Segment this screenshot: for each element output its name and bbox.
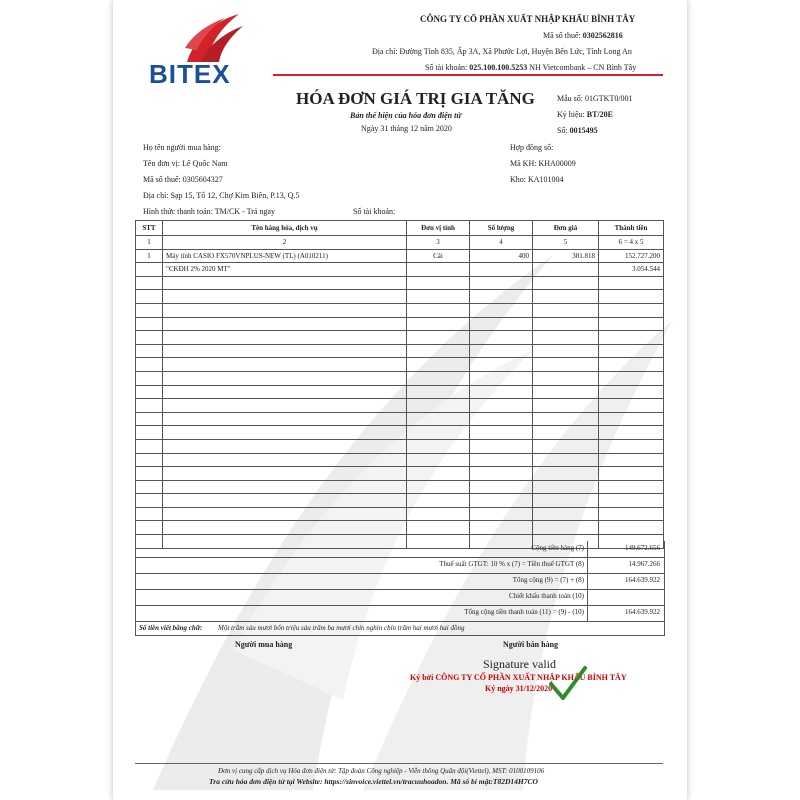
subtotal-row <box>135 541 665 558</box>
signed-date-text: Ký ngày 31/12/2020 <box>485 684 553 693</box>
empty-cell <box>470 507 533 521</box>
empty-cell <box>136 317 163 331</box>
empty-cell <box>163 507 407 521</box>
empty-cell <box>136 276 163 290</box>
empty-cell <box>533 467 599 481</box>
empty-cell <box>407 521 470 535</box>
empty-cell <box>136 290 163 304</box>
footer-lookup: Tra cứu hóa đơn điện tử tại Website: https://sinvoice.viettel.vn/tracuuhoadon. Mã số bí mật:T82D14H7CO <box>209 777 538 786</box>
empty-cell <box>470 290 533 304</box>
empty-cell <box>533 399 599 413</box>
empty-cell <box>470 453 533 467</box>
buyer-address-line: Địa chỉ: Sạp 15, Tổ 12, Chợ Kim Biên, P.13, Q.5 <box>143 191 300 200</box>
empty-cell <box>470 303 533 317</box>
invoice-symbol: BT/20E <box>586 110 614 119</box>
empty-cell <box>470 276 533 290</box>
table-row <box>136 249 664 263</box>
table-row-empty <box>136 371 664 385</box>
table-row-empty <box>136 276 664 290</box>
index-cell: 1 <box>136 236 163 250</box>
header-amount: Thành tiền <box>599 221 664 236</box>
header-item-name: Tên hàng hóa, dịch vụ <box>163 221 407 236</box>
buyer-payment-line: Hình thức thanh toán: TM/CK - Trả ngay <box>143 207 275 216</box>
empty-cell <box>533 344 599 358</box>
checkmark-icon <box>547 664 587 704</box>
company-tax-row <box>543 31 623 41</box>
empty-cell <box>163 276 407 290</box>
buyer-warehouse: Kho: KA101004 <box>510 175 564 184</box>
table-row-empty <box>136 426 664 440</box>
empty-cell <box>470 317 533 331</box>
empty-cell <box>470 371 533 385</box>
empty-cell <box>533 290 599 304</box>
cell-stt <box>136 263 163 277</box>
empty-cell <box>163 331 407 345</box>
empty-cell <box>533 303 599 317</box>
empty-cell <box>136 344 163 358</box>
discount-label: Chiết khấu thanh toán (10) <box>508 592 584 600</box>
company-tax-label: Mã số thuế: <box>543 31 581 40</box>
table-row-empty <box>136 521 664 535</box>
empty-cell <box>599 521 664 535</box>
table-row-empty <box>136 480 664 494</box>
index-cell: 4 <box>470 236 533 250</box>
invoice-form-no: 01GTKT0/001 <box>585 94 633 103</box>
empty-cell <box>407 331 470 345</box>
empty-cell <box>599 494 664 508</box>
empty-cell <box>533 426 599 440</box>
index-cell: 5 <box>533 236 599 250</box>
empty-cell <box>163 467 407 481</box>
empty-cell <box>599 467 664 481</box>
empty-cell <box>407 480 470 494</box>
empty-cell <box>470 480 533 494</box>
table-row-empty <box>136 412 664 426</box>
payable-row <box>135 605 665 622</box>
empty-cell <box>163 290 407 304</box>
empty-cell <box>533 480 599 494</box>
header-divider <box>273 74 663 76</box>
empty-cell <box>136 467 163 481</box>
empty-cell <box>163 303 407 317</box>
table-header-row <box>136 221 664 236</box>
invoice-form-label: Mẫu số: <box>557 94 583 103</box>
empty-cell <box>163 494 407 508</box>
table-row-empty <box>136 344 664 358</box>
total-row <box>135 573 665 590</box>
empty-cell <box>163 399 407 413</box>
footer-divider <box>135 763 663 764</box>
company-account-row <box>425 63 636 73</box>
empty-cell <box>599 358 664 372</box>
cell-item-name: "CKĐH 2% 2020 MT" <box>163 263 407 277</box>
empty-cell <box>533 453 599 467</box>
empty-cell <box>407 439 470 453</box>
empty-cell <box>136 426 163 440</box>
empty-cell <box>407 358 470 372</box>
table-row-empty <box>136 385 664 399</box>
empty-cell <box>533 358 599 372</box>
payable-label: Tổng cộng tiền thanh toán (11) = (9) - (10) <box>464 608 584 616</box>
empty-cell <box>163 385 407 399</box>
subtotal-label: Cộng tiền hàng (7) <box>531 544 584 552</box>
cell-quantity <box>470 263 533 277</box>
empty-cell <box>407 290 470 304</box>
empty-cell <box>136 412 163 426</box>
empty-cell <box>470 439 533 453</box>
total-value: 164.639.922 <box>625 576 660 584</box>
empty-cell <box>533 317 599 331</box>
index-cell: 6 = 4 x 5 <box>599 236 664 250</box>
empty-cell <box>136 331 163 345</box>
amount-in-words-row <box>135 621 665 636</box>
empty-cell <box>470 344 533 358</box>
header-unit: Đơn vị tính <box>407 221 470 236</box>
invoice-symbol-label: Ký hiệu: <box>557 110 585 119</box>
empty-cell <box>163 521 407 535</box>
empty-cell <box>533 371 599 385</box>
table-index-row <box>136 236 664 250</box>
empty-cell <box>470 426 533 440</box>
empty-cell <box>599 426 664 440</box>
empty-cell <box>470 412 533 426</box>
seller-signature-label: Người bán hàng <box>503 640 559 649</box>
cell-quantity: 400 <box>470 249 533 263</box>
subtotal-value: 149.672.656 <box>625 544 660 552</box>
invoice-symbol-row <box>557 110 613 120</box>
empty-cell <box>599 453 664 467</box>
empty-cell <box>163 371 407 385</box>
empty-cell <box>136 494 163 508</box>
invoice-date: Ngày 31 tháng 12 năm 2020 <box>361 124 452 133</box>
buyer-unit-line: Tên đơn vị: Lê Quốc Nam <box>143 159 228 168</box>
total-label: Tổng cộng (9) = (7) + (8) <box>512 576 584 584</box>
table-row-empty <box>136 507 664 521</box>
empty-cell <box>407 507 470 521</box>
invoice-page <box>113 0 687 800</box>
signed-by-text: Ký bởi CÔNG TY CỔ PHẦN XUẤT NHẬP KHẨU BÌNH TÂY <box>410 673 627 682</box>
empty-cell <box>533 439 599 453</box>
empty-cell <box>533 276 599 290</box>
empty-cell <box>163 453 407 467</box>
empty-cell <box>163 344 407 358</box>
empty-cell <box>599 385 664 399</box>
empty-cell <box>136 439 163 453</box>
discount-row <box>135 589 665 606</box>
company-name: CÔNG TY CỔ PHẦN XUẤT NHẬP KHẨU BÌNH TÂY <box>420 14 636 24</box>
empty-cell <box>599 439 664 453</box>
index-cell: 3 <box>407 236 470 250</box>
company-tax-code: 0302562816 <box>582 31 623 40</box>
empty-cell <box>470 399 533 413</box>
index-cell: 2 <box>163 236 407 250</box>
company-address: Địa chỉ: Đường Tỉnh 835, Ấp 3A, Xã Phước Lợi, Huyện Bến Lức, Tỉnh Long An <box>372 47 632 56</box>
empty-cell <box>163 358 407 372</box>
empty-cell <box>599 344 664 358</box>
empty-cell <box>163 426 407 440</box>
cell-amount: 152.727.200 <box>599 249 664 263</box>
empty-cell <box>163 317 407 331</box>
empty-cell <box>407 303 470 317</box>
table-row-empty <box>136 439 664 453</box>
empty-cell <box>136 453 163 467</box>
vat-value: 14.967.266 <box>628 560 660 568</box>
empty-cell <box>136 521 163 535</box>
company-logo-mark <box>181 12 247 64</box>
empty-cell <box>407 412 470 426</box>
company-logo-text: BITEX <box>149 59 231 89</box>
buyer-tax-line: Mã số thuế: 0305604327 <box>143 175 223 184</box>
signature-valid-text: Signature valid <box>483 657 556 671</box>
empty-cell <box>470 494 533 508</box>
empty-cell <box>533 385 599 399</box>
invoice-number-row <box>557 126 598 136</box>
header-quantity: Số lượng <box>470 221 533 236</box>
empty-cell <box>136 480 163 494</box>
table-row-empty <box>136 303 664 317</box>
empty-cell <box>599 412 664 426</box>
empty-cell <box>533 412 599 426</box>
buyer-customer-code: Mã KH: KHA00009 <box>510 159 576 168</box>
empty-cell <box>407 494 470 508</box>
table-row-empty <box>136 358 664 372</box>
empty-cell <box>407 385 470 399</box>
empty-cell <box>470 521 533 535</box>
header-stt: STT <box>136 221 163 236</box>
empty-cell <box>599 331 664 345</box>
empty-cell <box>599 317 664 331</box>
empty-cell <box>136 371 163 385</box>
invoice-form-row <box>557 94 633 104</box>
empty-cell <box>136 507 163 521</box>
empty-cell <box>599 371 664 385</box>
empty-cell <box>163 412 407 426</box>
in-words-label: Số tiền viết bằng chữ: <box>139 624 203 632</box>
invoice-number-label: Số: <box>557 126 568 135</box>
empty-cell <box>599 399 664 413</box>
buyer-contract-line: Hợp đồng số: <box>510 143 554 152</box>
empty-cell <box>533 521 599 535</box>
table-row-empty <box>136 494 664 508</box>
table-row-empty <box>136 331 664 345</box>
empty-cell <box>407 426 470 440</box>
empty-cell <box>407 399 470 413</box>
invoice-subtitle: Bản thể hiện của hóa đơn điện tử <box>350 111 462 120</box>
empty-cell <box>533 494 599 508</box>
empty-cell <box>407 317 470 331</box>
company-account-label: Số tài khoản: <box>425 63 468 72</box>
payable-value: 164.639.922 <box>625 608 660 616</box>
buyer-account-line: Số tài khoản: <box>353 207 396 216</box>
empty-cell <box>407 453 470 467</box>
header-unit-price: Đơn giá <box>533 221 599 236</box>
cell-unit: Cái <box>407 249 470 263</box>
table-row-empty <box>136 453 664 467</box>
table-row-empty <box>136 399 664 413</box>
table-row <box>136 263 664 277</box>
vat-row <box>135 557 665 574</box>
in-words-text: Một trăm sáu mươi bốn triệu sáu trăm ba mươi chín nghìn chín trăm hai mươi hai đồng <box>218 624 465 632</box>
invoice-title: HÓA ĐƠN GIÁ TRỊ GIA TĂNG <box>296 89 535 108</box>
empty-cell <box>599 290 664 304</box>
empty-cell <box>407 344 470 358</box>
cell-item-name: Máy tính CASIO FX570VNPLUS-NEW (TL) (A010211) <box>163 249 407 263</box>
empty-cell <box>470 331 533 345</box>
empty-cell <box>136 385 163 399</box>
empty-cell <box>136 358 163 372</box>
empty-cell <box>407 371 470 385</box>
company-account-no: 025.100.100.5253 <box>469 63 528 72</box>
empty-cell <box>136 399 163 413</box>
empty-cell <box>599 303 664 317</box>
table-row-empty <box>136 317 664 331</box>
items-table <box>135 220 664 549</box>
empty-cell <box>407 467 470 481</box>
empty-cell <box>407 276 470 290</box>
empty-cell <box>599 480 664 494</box>
empty-cell <box>599 276 664 290</box>
table-row-empty <box>136 290 664 304</box>
empty-cell <box>136 303 163 317</box>
footer-provider: Đơn vị cung cấp dịch vụ Hóa đơn điện tử: Tập đoàn Công nghiệp - Viễn thông Quân đội(Viettel), MST: 0100109106 <box>218 767 545 775</box>
empty-cell <box>533 507 599 521</box>
empty-cell <box>470 358 533 372</box>
empty-cell <box>163 480 407 494</box>
empty-cell <box>599 507 664 521</box>
invoice-number: 0015495 <box>569 126 598 135</box>
buyer-signature-label: Người mua hàng <box>235 640 293 649</box>
company-bank: NH Vietcombank – CN Bình Tây <box>529 63 637 72</box>
cell-unit-price: 381.818 <box>533 249 599 263</box>
cell-stt: 1 <box>136 249 163 263</box>
empty-cell <box>470 385 533 399</box>
vat-label: Thuế suất GTGT: 10 % x (7) = Tiền thuế GTGT (8) <box>439 560 584 568</box>
empty-cell <box>163 439 407 453</box>
table-row-empty <box>136 467 664 481</box>
empty-cell <box>533 331 599 345</box>
cell-unit <box>407 263 470 277</box>
cell-amount: 3.054.544 <box>599 263 664 277</box>
buyer-name-line: Họ tên người mua hàng: <box>143 143 221 152</box>
empty-cell <box>470 467 533 481</box>
cell-unit-price <box>533 263 599 277</box>
